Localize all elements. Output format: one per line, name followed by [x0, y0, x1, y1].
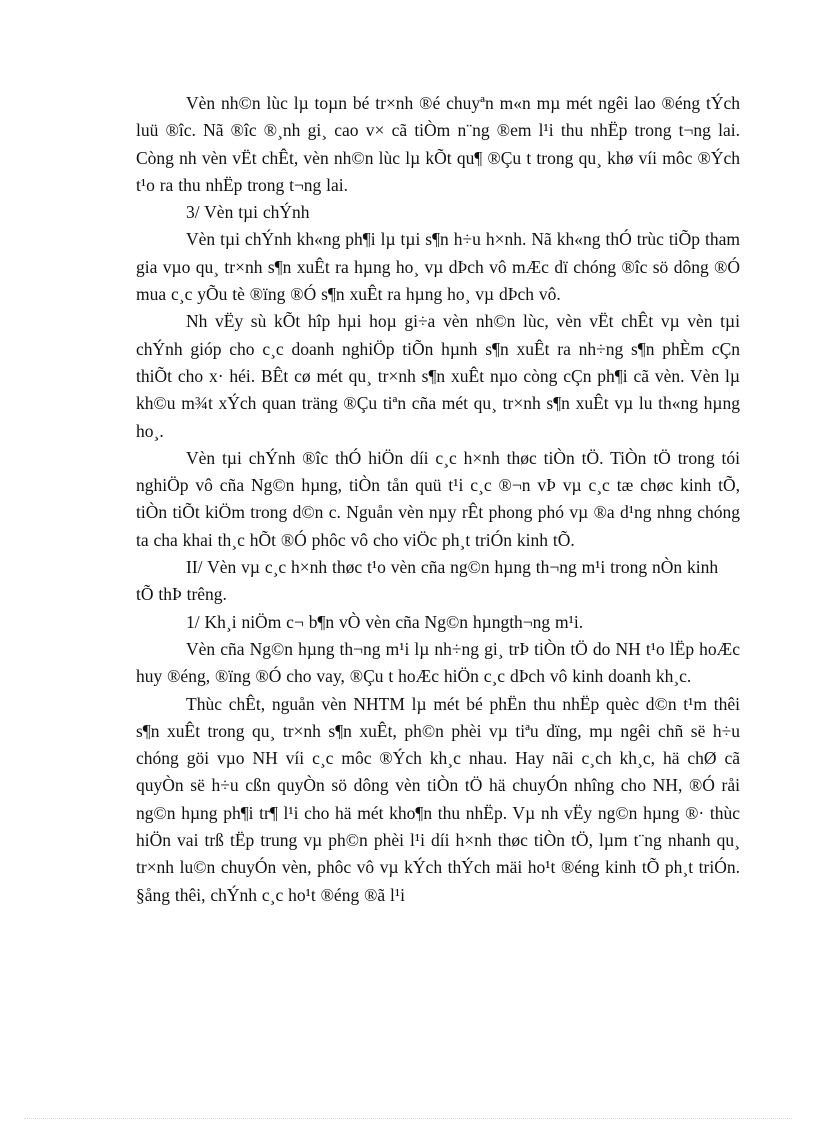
heading-section-two: II/ Vèn vµ c¸c h×nh thøc t¹o vèn cña ng©n hµng th¬ng m¹i trong nÒn kinh tÕ thÞ trêng.: [136, 557, 719, 605]
heading-financial-capital: 3/ Vèn tµi chÝnh: [186, 202, 310, 223]
document-body: [136, 90, 740, 909]
paragraph-capital-combination: Nh vËy sù kÕt hîp hµi hoµ gi÷a vèn nh©n lùc, vèn vËt chÊt vµ vèn tµi chÝnh gióp cho c¸c doanh nghiÖp tiÕn hµnh s¶n xuÊt ra nh÷ng s¶n phÈm cÇn thiÕt cho x· héi. BÊt cø mét qu¸ tr×nh s¶n xuÊt nµo còng cÇn ph¶i cã vèn. Vèn lµ kh©u m¾t xÝch quan träng ®Çu tiªn cña mét qu¸ tr×nh s¶n xuÊt vµ lu th«ng hµng ho¸.: [136, 311, 740, 441]
paragraph-financial-capital: Vèn tµi chÝnh kh«ng ph¶i lµ tµi s¶n h÷u h×nh. Nã kh«ng thÓ trùc tiÕp tham gia vµo qu¸ tr×nh s¶n xuÊt ra hµng ho¸ vµ dÞch vô mÆc dï chóng ®îc sö dông ®Ó mua c¸c yÕu tè ®ïng ®Ó s¶n xuÊt ra hµng ho¸ vµ dÞch vô.: [136, 229, 740, 305]
page-bottom-divider: [24, 1118, 792, 1119]
paragraph-bank-capital-definition: Vèn cña Ng©n hµng th¬ng m¹i lµ nh÷ng gi¸ trÞ tiÒn tÖ do NH t¹o lËp hoÆc huy ®éng, ®ïng ®Ó cho vay, ®Çu t hoÆc hiÖn c¸c dÞch vô kinh doanh kh¸c.: [136, 638, 740, 687]
paragraph-bank-capital-nature: Thùc chÊt, nguån vèn NHTM lµ mét bé phËn thu nhËp quèc d©n t¹m thêi s¶n xuÊt trong qu¸ tr×nh s¶n xuÊt, ph©n phèi vµ tiªu dïng, mµ ngêi chñ së h÷u chóng göi vµo NH víi c¸c môc ®Ých kh¸c nhau. Hay nãi c¸ch kh¸c, hä chØ cã quyÒn së h÷u cßn quyÒn sö dông vèn tiÒn tÖ hä chuyÓn nhîng cho NH, ®Ó råi ng©n hµng ph¶i tr¶ l¹i cho hä mét kho¶n thu nhËp. Vµ nh vËy ng©n hµng ®· thùc hiÖn vai trß tËp trung vµ ph©n phèi l¹i díi h×nh thøc tiÒn tÖ, lµm t¨ng nhanh qu¸ tr×nh lu©n chuyÓn vèn, phôc vô vµ kÝch thÝch mäi ho¹t ®éng kinh tÕ ph¸t triÓn. §ång thêi, chÝnh c¸c ho¹t ®éng ®ã l¹i: [136, 693, 740, 905]
paragraph-human-capital: Vèn nh©n lùc lµ toµn bé tr×nh ®é chuyªn m«n mµ mét ngêi lao ®éng tÝch luü ®îc. Nã ®îc ®¸nh gi¸ cao v× cã tiÒm n¨ng ®em l¹i thu nhËp trong t¬ng lai. Còng nh vèn vËt chÊt, vèn nh©n lùc lµ kÕt qu¶ ®Çu t trong qu¸ khø víi môc ®Ých t¹o ra thu nhËp trong t¬ng lai.: [136, 93, 740, 195]
heading-basic-concept: 1/ Kh¸i niÖm c¬ b¶n vÒ vèn cña Ng©n hµngth¬ng m¹i.: [186, 611, 584, 632]
paragraph-monetary-forms: Vèn tµi chÝnh ®îc thÓ hiÖn díi c¸c h×nh thøc tiÒn tÖ. TiÒn tÖ trong tói nghiÖp vô cña Ng©n hµng, tiÒn tån quü t¹i c¸c ®¬n vÞ vµ c¸c tæ chøc kinh tÕ, tiÒn tiÕt kiÖm trong d©n c. Nguån vèn nµy rÊt phong phó vµ ®a d¹ng nhng chóng ta cha khai th¸c hÕt ®Ó phôc vô cho viÖc ph¸t triÓn kinh tÕ.: [136, 447, 740, 550]
